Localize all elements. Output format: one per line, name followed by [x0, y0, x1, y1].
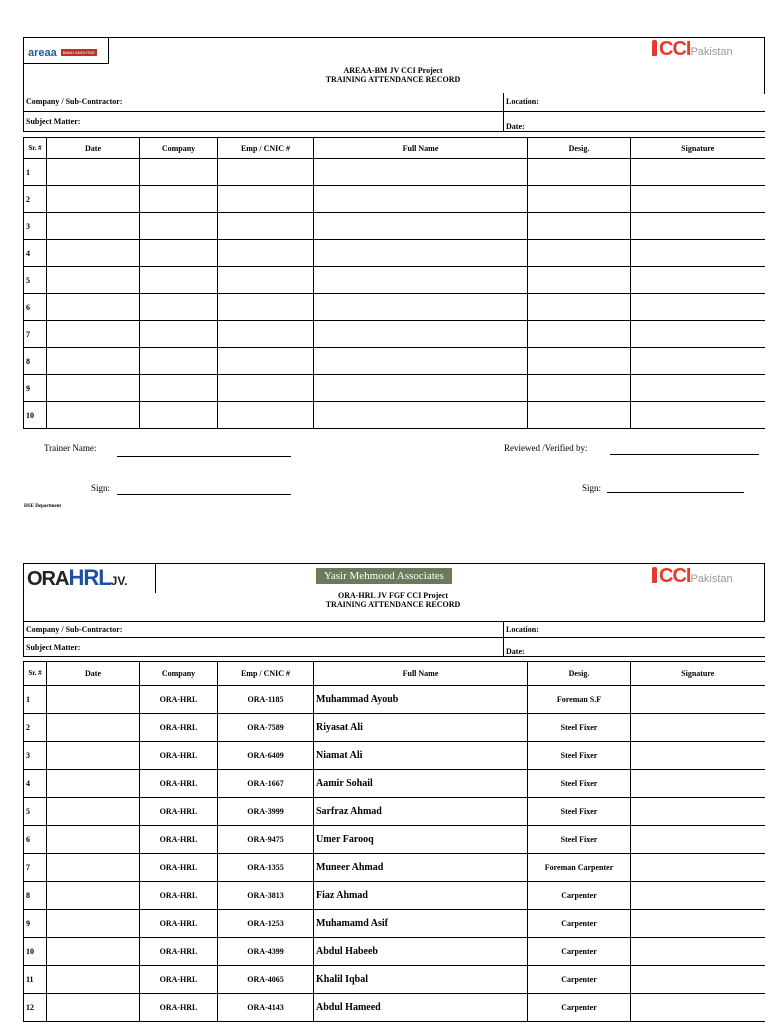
date-cell[interactable]: [47, 938, 140, 966]
emp-cnic-cell: ORA-1355: [218, 854, 314, 882]
emp-cnic-cell: ORA-6409: [218, 742, 314, 770]
desig-cell: Foreman S.F: [528, 686, 631, 714]
signature-cell[interactable]: [631, 910, 765, 938]
signature-cell[interactable]: [631, 966, 765, 994]
desig-cell: Carpenter: [528, 966, 631, 994]
table-row: 3: [24, 213, 765, 240]
desig-cell: Carpenter: [528, 994, 631, 1022]
subject-matter-field[interactable]: Subject Matter:: [24, 638, 504, 657]
form2-header-row: [24, 662, 765, 686]
col-emp-cnic: Emp / CNIC #: [218, 138, 314, 159]
company-cell: ORA-HRL: [140, 994, 218, 1022]
sr-cell: 1: [24, 686, 47, 714]
form2-rows: [24, 686, 765, 1022]
sr-cell: 3: [24, 742, 47, 770]
company-cell: ORA-HRL: [140, 854, 218, 882]
date-cell[interactable]: [47, 686, 140, 714]
sr-cell: 6: [24, 826, 47, 854]
table-row: 10: [24, 402, 765, 429]
company-cell: ORA-HRL: [140, 938, 218, 966]
table-row: [24, 798, 765, 826]
col-company: Company: [140, 662, 218, 686]
yasir-mehmood-banner: Yasir Mehmood Associates: [316, 568, 452, 584]
table-row: 2: [24, 186, 765, 213]
table-row: [24, 826, 765, 854]
date-cell[interactable]: [47, 994, 140, 1022]
jv-logo-text: JV.: [110, 574, 128, 588]
table-row: 6: [24, 294, 765, 321]
desig-cell: Steel Fixer: [528, 742, 631, 770]
table-row: [24, 770, 765, 798]
table-row: [24, 994, 765, 1022]
sr-cell: 2: [24, 714, 47, 742]
signature-cell[interactable]: [631, 798, 765, 826]
signature-cell[interactable]: [631, 714, 765, 742]
form1-project-title: AREAA-BM JV CCI Project: [343, 66, 443, 75]
sr-cell: 5: [24, 798, 47, 826]
ora-logo-text: ORA: [27, 568, 69, 590]
emp-cnic-cell: ORA-1667: [218, 770, 314, 798]
full-name-cell: Muneer Ahmad: [314, 854, 528, 882]
full-name-cell: Riyasat Ali: [314, 714, 528, 742]
full-name-cell: Abdul Hameed: [314, 994, 528, 1022]
desig-cell: Foreman Carpenter: [528, 854, 631, 882]
sign-left-line[interactable]: [117, 494, 291, 495]
col-signature: Signature: [631, 138, 765, 159]
date-cell[interactable]: [47, 910, 140, 938]
company-subcontractor-field[interactable]: Company / Sub-Contractor:: [24, 93, 504, 111]
signature-cell[interactable]: [631, 994, 765, 1022]
date-cell[interactable]: [47, 826, 140, 854]
full-name-cell: Abdul Habeeb: [314, 938, 528, 966]
table-row: 8: [24, 348, 765, 375]
sign-right-line[interactable]: [607, 492, 744, 493]
signature-cell[interactable]: [631, 742, 765, 770]
sr-cell: 8: [24, 882, 47, 910]
trainer-name-line[interactable]: [117, 456, 291, 457]
emp-cnic-cell: ORA-4065: [218, 966, 314, 994]
full-name-cell: Muhammad Ayoub: [314, 686, 528, 714]
table-row: [24, 742, 765, 770]
emp-cnic-cell: ORA-1185: [218, 686, 314, 714]
company-cell: ORA-HRL: [140, 826, 218, 854]
company-cell: ORA-HRL: [140, 966, 218, 994]
col-company: Company: [140, 138, 218, 159]
form2-record-title: TRAINING ATTENDANCE RECORD: [325, 600, 461, 609]
form1-attendance-table: [23, 137, 765, 429]
table-row: [24, 938, 765, 966]
emp-cnic-cell: ORA-9475: [218, 826, 314, 854]
date-cell[interactable]: [47, 742, 140, 770]
form1-logo-divider: [108, 37, 109, 63]
cci-pakistan-logo: CCIPakistan: [652, 565, 733, 588]
form1-info-table: [23, 93, 765, 132]
form1-record-title: TRAINING ATTENDANCE RECORD: [325, 75, 461, 84]
reviewed-verified-line[interactable]: [610, 454, 759, 455]
date-cell[interactable]: [47, 882, 140, 910]
emp-cnic-cell: ORA-4143: [218, 994, 314, 1022]
hrl-logo-text: HRL: [68, 565, 111, 590]
sign-right-label: Sign:: [582, 483, 602, 493]
sr-cell: 10: [24, 938, 47, 966]
company-cell: ORA-HRL: [140, 770, 218, 798]
full-name-cell: Umer Farooq: [314, 826, 528, 854]
col-sr: Sr. #: [24, 662, 47, 686]
signature-cell[interactable]: [631, 938, 765, 966]
table-row: [24, 714, 765, 742]
table-row: 7: [24, 321, 765, 348]
desig-cell: Steel Fixer: [528, 714, 631, 742]
hse-department-label: HSE Department: [24, 504, 62, 509]
company-cell: ORA-HRL: [140, 910, 218, 938]
full-name-cell: Sarfraz Ahmad: [314, 798, 528, 826]
subject-matter-field[interactable]: Subject Matter:: [24, 111, 504, 131]
bottle-icon: [652, 40, 657, 56]
banij-mukhtar-logo: BANIJ MUKHTAR: [62, 50, 95, 55]
sr-cell: 12: [24, 994, 47, 1022]
table-row: [24, 882, 765, 910]
desig-cell: Carpenter: [528, 938, 631, 966]
desig-cell: Steel Fixer: [528, 770, 631, 798]
table-row: 1: [24, 159, 765, 186]
table-row: 5: [24, 267, 765, 294]
date-field[interactable]: Date:: [504, 638, 765, 657]
signature-cell[interactable]: [631, 686, 765, 714]
col-desig: Desig.: [528, 662, 631, 686]
ora-hrl-jv-logo: [27, 565, 128, 591]
sr-cell: 9: [24, 910, 47, 938]
col-signature: Signature: [631, 662, 765, 686]
company-cell: ORA-HRL: [140, 798, 218, 826]
full-name-cell: Khalil Iqbal: [314, 966, 528, 994]
emp-cnic-cell: ORA-7589: [218, 714, 314, 742]
col-date: Date: [47, 138, 140, 159]
col-sr: Sr. #: [24, 138, 47, 159]
reviewed-verified-label: Reviewed /Verified by:: [504, 443, 588, 453]
form2-attendance-table: [23, 661, 765, 1022]
sign-left-label: Sign:: [91, 483, 111, 493]
areaa-logo-text: areaa: [28, 47, 57, 59]
table-row: [24, 686, 765, 714]
emp-cnic-cell: ORA-3999: [218, 798, 314, 826]
bottle-icon: [652, 567, 657, 583]
sr-cell: 11: [24, 966, 47, 994]
cci-pakistan-logo: CCIPakistan: [652, 38, 733, 61]
emp-cnic-cell: ORA-4399: [218, 938, 314, 966]
areaa-logo: [28, 43, 97, 61]
form1-logo-underline: [23, 63, 109, 64]
table-row: 4: [24, 240, 765, 267]
form1-title: [23, 66, 763, 84]
desig-cell: Steel Fixer: [528, 798, 631, 826]
date-field[interactable]: Date:: [504, 111, 765, 131]
form2-title: [23, 591, 763, 609]
full-name-cell: Niamat Ali: [314, 742, 528, 770]
date-cell[interactable]: [47, 966, 140, 994]
company-cell: ORA-HRL: [140, 882, 218, 910]
sr-cell: 4: [24, 770, 47, 798]
col-full-name: Full Name: [314, 662, 528, 686]
emp-cnic-cell: ORA-1253: [218, 910, 314, 938]
col-full-name: Full Name: [314, 138, 528, 159]
company-cell: ORA-HRL: [140, 742, 218, 770]
trainer-name-label: Trainer Name:: [44, 443, 97, 453]
table-row: [24, 966, 765, 994]
col-date: Date: [47, 662, 140, 686]
table-row: 9: [24, 375, 765, 402]
date-cell[interactable]: [47, 854, 140, 882]
desig-cell: Steel Fixer: [528, 826, 631, 854]
emp-cnic-cell: ORA-3813: [218, 882, 314, 910]
company-subcontractor-field[interactable]: Company / Sub-Contractor:: [24, 622, 504, 638]
company-cell: ORA-HRL: [140, 686, 218, 714]
date-cell[interactable]: [47, 770, 140, 798]
full-name-cell: Muhamamd Asif: [314, 910, 528, 938]
sr-cell: 7: [24, 854, 47, 882]
desig-cell: Carpenter: [528, 910, 631, 938]
date-cell[interactable]: [47, 714, 140, 742]
location-field[interactable]: Location:: [504, 93, 765, 111]
signature-cell[interactable]: [631, 826, 765, 854]
location-field[interactable]: Location:: [504, 622, 765, 638]
table-row: [24, 854, 765, 882]
col-emp-cnic: Emp / CNIC #: [218, 662, 314, 686]
form2-project-title: ORA-HRL JV FGF CCI Project: [337, 591, 449, 600]
form2-info-table: [23, 621, 765, 657]
date-cell[interactable]: [47, 798, 140, 826]
signature-cell[interactable]: [631, 882, 765, 910]
signature-cell[interactable]: [631, 770, 765, 798]
full-name-cell: Fiaz Ahmad: [314, 882, 528, 910]
full-name-cell: Aamir Sohail: [314, 770, 528, 798]
desig-cell: Carpenter: [528, 882, 631, 910]
form2-logo-divider: [155, 563, 156, 593]
company-cell: ORA-HRL: [140, 714, 218, 742]
col-desig: Desig.: [528, 138, 631, 159]
table-row: [24, 910, 765, 938]
signature-cell[interactable]: [631, 854, 765, 882]
form1-header-row: [24, 138, 765, 159]
